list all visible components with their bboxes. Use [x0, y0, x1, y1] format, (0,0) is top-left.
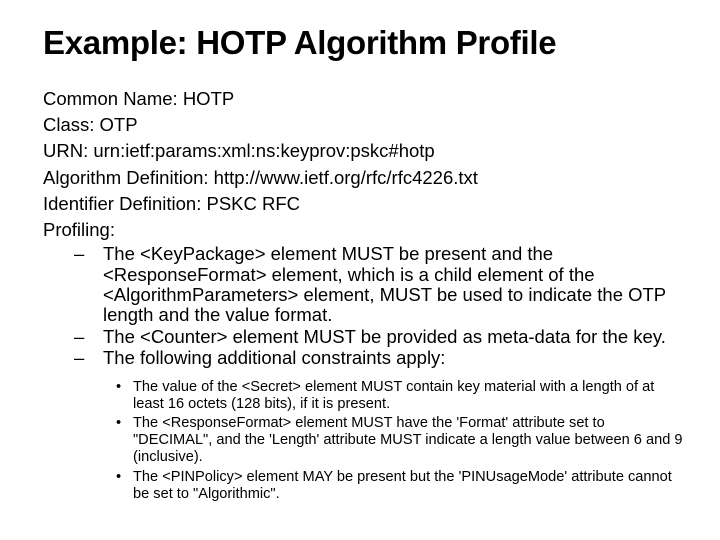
dot-bullet: •: [116, 415, 122, 432]
dot-bullet: •: [116, 378, 122, 395]
constraint-item: [43, 415, 683, 467]
algorithm-definition-line: Algorithm Definition: http://www.ietf.org/rfc/rfc4226.txt: [43, 166, 478, 188]
profiling-item-text: The following additional constraints apply:: [103, 347, 446, 369]
constraint-item-text: The <PINPolicy> element MAY be present but the 'PINUsageMode' attribute cannot be set to "Algorithmic".: [133, 468, 672, 502]
profiling-item-text: The <Counter> element MUST be provided as meta-data for the key.: [103, 325, 666, 347]
urn-line: URN: urn:ietf:params:xml:ns:keyprov:pskc#hotp: [43, 140, 435, 162]
slide-title: Example: HOTP Algorithm Profile: [43, 24, 557, 61]
constraint-item: [43, 379, 683, 413]
profiling-item: [43, 327, 683, 347]
dot-bullet: •: [116, 468, 122, 485]
profiling-heading: Profiling:: [43, 219, 115, 241]
profiling-item: [43, 348, 683, 368]
common-name-line: Common Name: HOTP: [43, 88, 235, 109]
profiling-item: [43, 244, 683, 326]
dash-bullet: –: [74, 347, 85, 369]
dash-bullet: –: [74, 243, 85, 265]
constraint-item-text: The value of the <Secret> element MUST contain key material with a length of at least 16 octets (128 bits), if it is present.: [133, 378, 655, 412]
dash-bullet: –: [74, 325, 85, 347]
profiling-item-text: The <KeyPackage> element MUST be present and the <ResponseFormat> element, which is a child element of the <AlgorithmParameters> element, MUST be used to indicate the OTP length and the value format.: [103, 243, 666, 326]
constraint-item: [43, 469, 683, 503]
class-line: Class: OTP: [43, 114, 138, 136]
constraint-item-text: The <ResponseFormat> element MUST have the 'Format' attribute set to "DECIMAL", and the 'Length' attribute MUST indicate a length value between 6 and 9 (inclusive).: [133, 415, 683, 466]
slide-body: [43, 86, 683, 503]
identifier-definition-line: Identifier Definition: PSKC RFC: [43, 192, 301, 214]
